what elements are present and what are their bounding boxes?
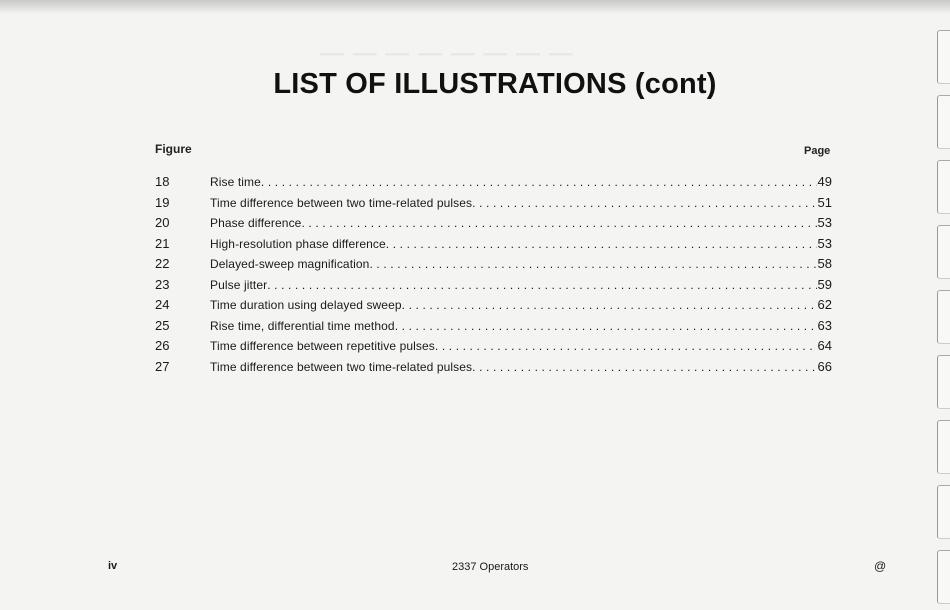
figure-description: Rise time <box>210 175 261 189</box>
page-number: 58 <box>817 256 832 271</box>
figure-description: Rise time, differential time method <box>210 318 395 333</box>
dot-leader <box>395 319 817 333</box>
index-tab <box>937 485 950 539</box>
dot-leader <box>369 257 816 271</box>
figure-number: 19 <box>155 194 170 210</box>
page-number: 49 <box>817 174 832 189</box>
dot-leader <box>472 360 816 374</box>
figure-description: Pulse jitter <box>210 277 268 292</box>
index-tab <box>937 290 950 344</box>
list-item <box>0 253 950 273</box>
footer-page-number: iv <box>108 560 118 572</box>
list-item <box>0 171 950 191</box>
figure-column-header: Figure <box>155 142 192 156</box>
page-number: 51 <box>817 194 832 210</box>
list-item <box>0 315 950 335</box>
index-tabs <box>930 0 950 610</box>
list-item <box>0 294 950 314</box>
figure-description: High-resolution phase difference <box>210 236 386 251</box>
figure-number: 25 <box>155 317 170 333</box>
entry-leader <box>210 195 832 210</box>
entry-leader <box>210 277 832 292</box>
figure-number: 18 <box>155 174 170 189</box>
entry-leader <box>210 215 832 230</box>
page-number: 53 <box>817 215 832 230</box>
bleed-through-text: — — — — — — — — <box>320 40 574 67</box>
footer-manual-title: 2337 Operators <box>452 561 529 573</box>
page-number: 53 <box>817 235 832 251</box>
page-number: 59 <box>817 276 832 292</box>
figure-description: Time difference between two time-related pulses <box>210 195 473 210</box>
figure-description: Delayed-sweep magnification <box>210 257 370 271</box>
page-title: LIST OF ILLUSTRATIONS (cont) <box>273 68 717 100</box>
dot-leader <box>267 278 816 292</box>
page-top-edge <box>0 0 950 14</box>
list-item <box>0 274 950 294</box>
list-item <box>0 192 950 212</box>
entry-leader <box>210 236 832 251</box>
figure-number: 26 <box>155 338 170 353</box>
index-tab <box>937 160 950 214</box>
page-column-header: Page <box>804 145 831 157</box>
list-item <box>0 212 950 232</box>
index-tab <box>937 420 950 474</box>
entry-leader <box>210 256 832 271</box>
dot-leader <box>261 175 817 189</box>
entry-leader <box>210 297 832 312</box>
dot-leader <box>386 237 817 251</box>
entry-leader <box>210 338 832 353</box>
list-item <box>0 233 950 253</box>
page-number: 64 <box>817 338 832 353</box>
entry-leader <box>210 174 832 189</box>
page-number: 66 <box>817 358 832 374</box>
figure-number: 23 <box>155 276 170 292</box>
index-tab <box>937 225 950 279</box>
entry-leader <box>210 359 832 374</box>
index-tab <box>937 95 950 149</box>
figure-number: 27 <box>155 358 170 374</box>
page-number: 63 <box>817 317 832 333</box>
list-item <box>0 335 950 355</box>
index-tab <box>937 30 950 84</box>
dot-leader <box>435 339 817 353</box>
figure-description: Time duration using delayed sweep <box>210 298 402 312</box>
footer-mark: @ <box>874 559 887 573</box>
figure-description: Phase difference <box>210 216 302 230</box>
figure-description: Time difference between two time-related pulses <box>210 359 473 374</box>
list-item <box>0 356 950 376</box>
figure-number: 24 <box>155 297 170 312</box>
figure-number: 22 <box>155 256 170 271</box>
dot-leader <box>472 196 816 210</box>
figure-description: Time difference between repetitive pulses <box>210 339 435 353</box>
dot-leader <box>301 216 816 230</box>
index-tab <box>937 550 950 604</box>
figure-number: 21 <box>155 235 170 251</box>
entry-leader <box>210 318 832 333</box>
figure-number: 20 <box>155 215 170 230</box>
page-number: 62 <box>817 297 832 312</box>
dot-leader <box>402 298 817 312</box>
index-tab <box>937 355 950 409</box>
